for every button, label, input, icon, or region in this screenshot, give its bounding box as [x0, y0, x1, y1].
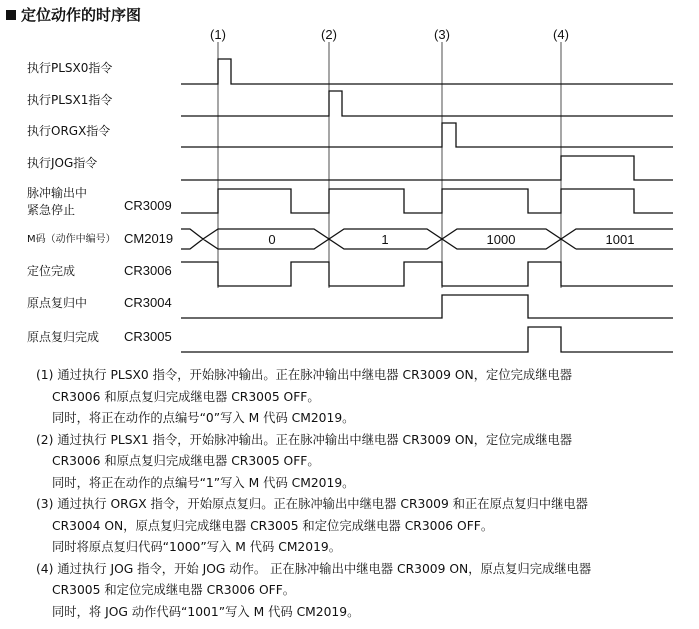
- signal-label-homing-complete: 原点复归完成: [27, 330, 100, 344]
- register-cr3009: CR3009: [124, 198, 172, 213]
- waveform-orgx: [181, 123, 673, 147]
- m-code-value-4: 1001: [605, 232, 635, 247]
- signal-label-positioning-complete: 定位完成: [27, 264, 76, 278]
- note-text: CR3006 和原点复归完成继电器 CR3005 OFF。: [52, 454, 320, 468]
- m-code-value-1: 0: [268, 232, 276, 247]
- signal-label-plsx0: 执行PLSX0指令: [27, 61, 113, 75]
- note-text: CR3006 和原点复归完成继电器 CR3005 OFF。: [52, 389, 320, 404]
- note-number: (2): [36, 432, 54, 447]
- note-number: (4): [36, 561, 54, 576]
- waveform-jog: [181, 156, 673, 180]
- signal-label-jog: 执行JOG指令: [27, 156, 98, 170]
- note-text: 通过执行 PLSX0 指令，开始脉冲输出。正在脉冲输出中继电器 CR3009 ON，定位完成继电器: [57, 368, 573, 382]
- time-marker-3: (3): [434, 27, 450, 42]
- register-cr3004: CR3004: [124, 295, 172, 310]
- note-3: [36, 494, 686, 559]
- note-text: CR3005 和定位完成继电器 CR3006 OFF。: [52, 583, 296, 597]
- note-text: 通过执行 JOG 指令，开始 JOG 动作。 正在脉冲输出中继电器 CR3009 ON，原点复归完成继电器: [57, 561, 592, 576]
- waveform-cr3009: [181, 189, 673, 213]
- signal-label-m-code: M码（动作中编号）: [27, 234, 116, 245]
- waveform-cm2019: [181, 229, 673, 249]
- note-1: [36, 365, 686, 430]
- signal-label-emergency-stop: 紧急停止: [27, 203, 76, 217]
- note-text: 同时，将正在动作的点编号“0”写入 M 代码 CM2019。: [52, 411, 355, 425]
- waveform-cr3005: [181, 327, 673, 352]
- waveform-cr3006: [181, 262, 673, 286]
- note-text: 同时，将正在动作的点编号“1”写入 M 代码 CM2019。: [52, 475, 355, 490]
- register-cm2019: CM2019: [124, 231, 174, 246]
- time-marker-2: (2): [321, 27, 337, 42]
- note-number: (1): [36, 368, 54, 382]
- register-cr3005: CR3005: [124, 329, 172, 344]
- note-2: [36, 430, 686, 495]
- m-code-value-2: 1: [381, 232, 389, 247]
- waveform-plsx0: [181, 59, 673, 84]
- waveform-plsx1: [181, 91, 673, 116]
- signal-label-homing: 原点复归中: [27, 296, 88, 310]
- note-text: 同时，将 JOG 动作代码“1001”写入 M 代码 CM2019。: [52, 604, 360, 619]
- signal-label-pulse-output: 脉冲输出中: [27, 186, 88, 200]
- note-text: 通过执行 ORGX 指令，开始原点复归。正在脉冲输出中继电器 CR3009 和正在原点复归中继电器: [57, 497, 588, 511]
- m-code-value-3: 1000: [486, 232, 516, 247]
- notes: [36, 365, 686, 623]
- note-text: 同时将原点复归代码“1000”写入 M 代码 CM2019。: [52, 540, 342, 554]
- note-text: CR3004 ON，原点复归完成继电器 CR3005 和定位完成继电器 CR3006 OFF。: [52, 518, 494, 533]
- signal-label-orgx: 执行ORGX指令: [27, 124, 111, 138]
- page-title-text: 定位动作的时序图: [21, 6, 142, 24]
- note-number: (3): [36, 497, 54, 511]
- signal-label-plsx1: 执行PLSX1指令: [27, 93, 113, 107]
- note-4: [36, 559, 686, 624]
- register-cr3006: CR3006: [124, 263, 172, 278]
- waveform-cr3004: [181, 295, 673, 318]
- note-text: 通过执行 PLSX1 指令，开始脉冲输出。正在脉冲输出中继电器 CR3009 ON，定位完成继电器: [57, 432, 573, 447]
- time-marker-4: (4): [553, 27, 569, 42]
- time-marker-1: (1): [210, 27, 226, 42]
